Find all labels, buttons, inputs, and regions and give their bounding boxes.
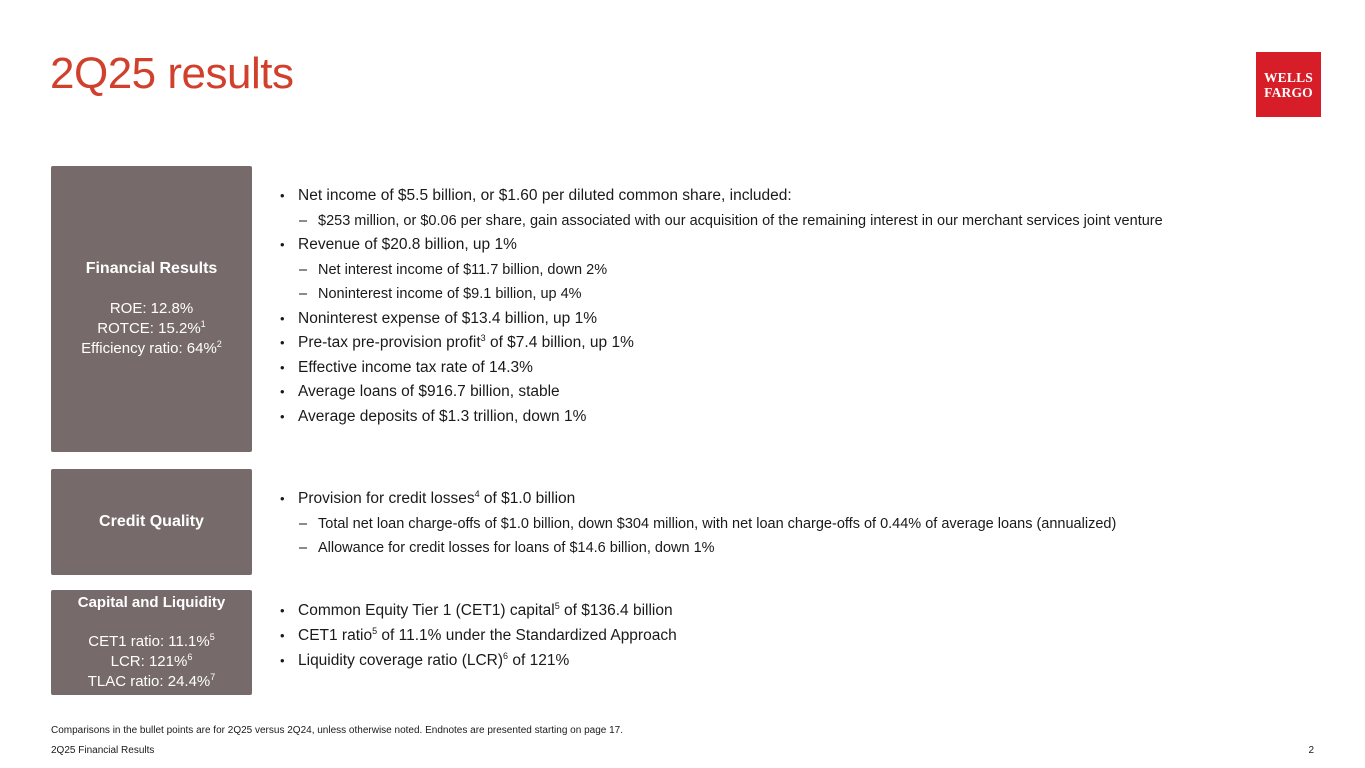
tlac-metric-line: [88, 672, 216, 692]
page-title: 2Q25 results: [50, 49, 294, 98]
capital-liquidity-bullets: [280, 600, 677, 675]
cet1-metric: CET1 ratio: 11.1%: [88, 633, 210, 650]
capital-liquidity-panel: [51, 590, 252, 695]
endnote-ref: 5: [209, 632, 215, 642]
credit-quality-heading: Credit Quality: [99, 513, 204, 530]
bullet-item: • Revenue of $20.8 billion, up 1%: [280, 234, 1163, 259]
bullet-text: Liquidity coverage ratio (LCR): [298, 652, 504, 669]
sub-bullet-item: – Total net loan charge-offs of $1.0 billion, down $304 million, with net loan charge-offs of 0.44% of average loans (annualized): [280, 513, 1116, 538]
bullet-text: Common Equity Tier 1 (CET1) capital: [298, 602, 555, 619]
bullet-item: • Noninterest expense of $13.4 billion, up 1%: [280, 308, 1163, 333]
bullet-text: CET1 ratio: [298, 627, 373, 644]
endnote-ref: 6: [187, 652, 193, 662]
endnote-ref: 2: [216, 339, 222, 349]
bullet-text: of $7.4 billion, up 1%: [485, 334, 634, 351]
page-number: 2: [1308, 745, 1314, 756]
logo-line-2: FARGO: [1264, 84, 1313, 100]
logo-line-1: WELLS: [1263, 69, 1314, 85]
bullet-item: [280, 650, 677, 675]
rotce-metric: ROTCE: 15.2%: [97, 320, 201, 337]
bullet-item: • Effective income tax rate of 14.3%: [280, 357, 1163, 382]
endnote-ref: 1: [200, 319, 206, 329]
bullet-text: of $1.0 billion: [479, 490, 576, 507]
endnote-ref: 5: [554, 600, 560, 611]
wells-fargo-logo: [1256, 52, 1321, 117]
endnote-ref: 5: [372, 625, 378, 636]
efficiency-metric: Efficiency ratio: 64%: [81, 340, 217, 357]
sub-bullet-item: – $253 million, or $0.06 per share, gain associated with our acquisition of the remaining interest in our merchant services joint venture: [280, 210, 1163, 235]
bullet-text: of 121%: [508, 652, 570, 669]
bullet-item: • Net income of $5.5 billion, or $1.60 per diluted common share, included:: [280, 185, 1163, 210]
sub-bullet-item: – Allowance for credit losses for loans of $14.6 billion, down 1%: [280, 537, 1116, 562]
cet1-metric-line: [88, 632, 214, 652]
endnote-ref: 6: [503, 650, 509, 661]
bullet-item: [280, 488, 1116, 513]
financial-results-heading: Financial Results: [85, 260, 218, 277]
bullet-text: Provision for credit losses: [298, 490, 475, 507]
credit-quality-panel: [51, 469, 252, 575]
bullet-item: [280, 332, 1163, 357]
comparison-footnote: Comparisons in the bullet points are for 2Q25 versus 2Q24, unless otherwise noted. Endnotes are presented starting on page 17.: [51, 725, 624, 736]
rotce-metric-line: [97, 319, 205, 339]
lcr-metric-line: [111, 652, 193, 672]
financial-results-bullets: [280, 185, 1163, 430]
bullet-item: [280, 625, 677, 650]
bullet-text: of $136.4 billion: [559, 602, 673, 619]
bullet-text: of 11.1% under the Standardized Approach: [377, 627, 677, 644]
bullet-item: • Average deposits of $1.3 trillion, down 1%: [280, 406, 1163, 431]
footer-label: 2Q25 Financial Results: [51, 745, 155, 756]
endnote-ref: 3: [480, 332, 486, 343]
financial-results-panel: [51, 166, 252, 452]
lcr-metric: LCR: 121%: [110, 653, 188, 670]
sub-bullet-item: – Noninterest income of $9.1 billion, up 4%: [280, 283, 1163, 308]
bullet-item: [280, 600, 677, 625]
roe-metric: ROE: 12.8%: [109, 300, 194, 317]
tlac-metric: TLAC ratio: 24.4%: [87, 673, 211, 690]
capital-liquidity-heading: Capital and Liquidity: [77, 594, 226, 611]
efficiency-metric-line: [81, 339, 222, 359]
endnote-ref: 7: [210, 672, 216, 682]
credit-quality-bullets: [280, 488, 1116, 562]
endnote-ref: 4: [474, 488, 480, 499]
bullet-text: Pre-tax pre-provision profit: [298, 334, 481, 351]
sub-bullet-item: – Net interest income of $11.7 billion, down 2%: [280, 259, 1163, 284]
bullet-item: • Average loans of $916.7 billion, stable: [280, 381, 1163, 406]
